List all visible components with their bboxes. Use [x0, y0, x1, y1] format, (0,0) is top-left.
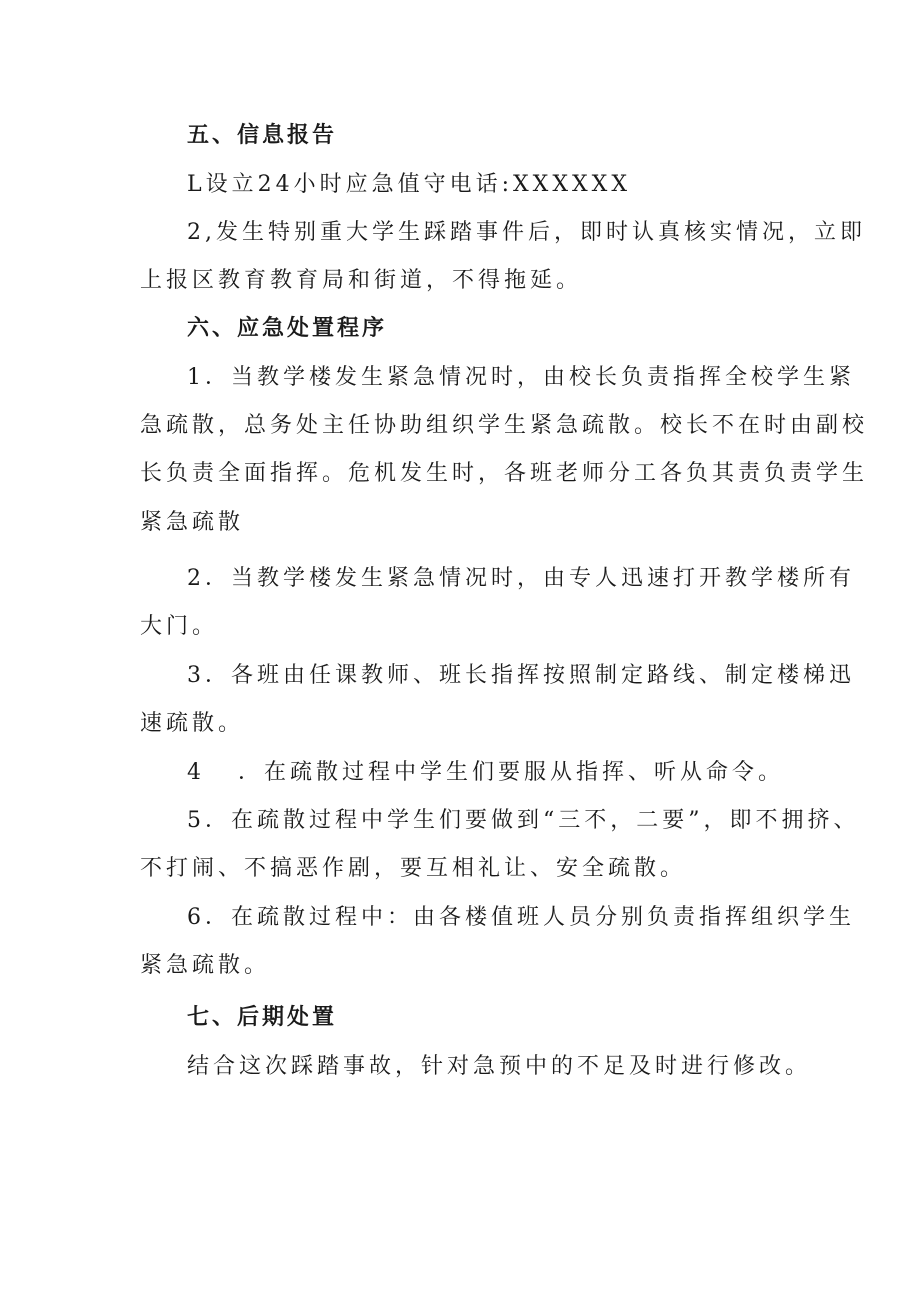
section-6-item-5-line-1: 5．在疏散过程中学生们要做到“三不，二要”，即不拥挤、 [187, 808, 860, 833]
section-6-item-4-text: ．在疏散过程中学生们要服从指挥、听从命令。 [238, 760, 785, 785]
section-6-item-5-line-2: 不打闹、不搞恶作剧，要互相礼让、安全疏散。 [140, 856, 687, 881]
section-5-item-2-line-1: 2,发生特别重大学生踩踏事件后，即时认真核实情况，立即 [187, 220, 866, 245]
section-6-item-2-line-1: 2．当教学楼发生紧急情况时，由专人迅速打开教学楼所有 [187, 566, 855, 591]
section-6-item-1-line-3: 长负责全面指挥。危机发生时，各班老师分工各负其责负责学生 [140, 461, 869, 486]
section-6-item-4-number: 4 [187, 760, 205, 785]
section-6-item-3-line-1: 3．各班由任课教师、班长指挥按照制定路线、制定楼梯迅 [187, 663, 855, 688]
section-5-item-1: L设立24小时应急值守电话:XXXXXX [187, 172, 631, 197]
section-6-heading: 六、应急处置程序 [187, 316, 388, 341]
section-6-item-6-line-1: 6．在疏散过程中：由各楼值班人员分别负责指挥组织学生 [187, 905, 855, 930]
section-6-item-1-line-4: 紧急疏散 [140, 510, 245, 535]
section-6-item-1-line-2: 急疏散，总务处主任协助组织学生紧急疏散。校长不在时由副校 [140, 413, 869, 438]
section-7-body: 结合这次踩踏事故，针对急预中的不足及时进行修改。 [187, 1054, 812, 1079]
section-5-item-2-line-2: 上报区教育教育局和街道，不得拖延。 [140, 268, 583, 293]
section-6-item-6-line-2: 紧急疏散。 [140, 953, 271, 978]
section-5-heading: 五、信息报告 [187, 123, 338, 148]
section-6-item-1-line-1: 1．当教学楼发生紧急情况时，由校长负责指挥全校学生紧 [187, 365, 855, 390]
section-6-item-2-line-2: 大门。 [140, 614, 219, 639]
section-7-heading: 七、后期处置 [187, 1005, 338, 1030]
section-6-item-3-line-2: 速疏散。 [140, 711, 245, 736]
